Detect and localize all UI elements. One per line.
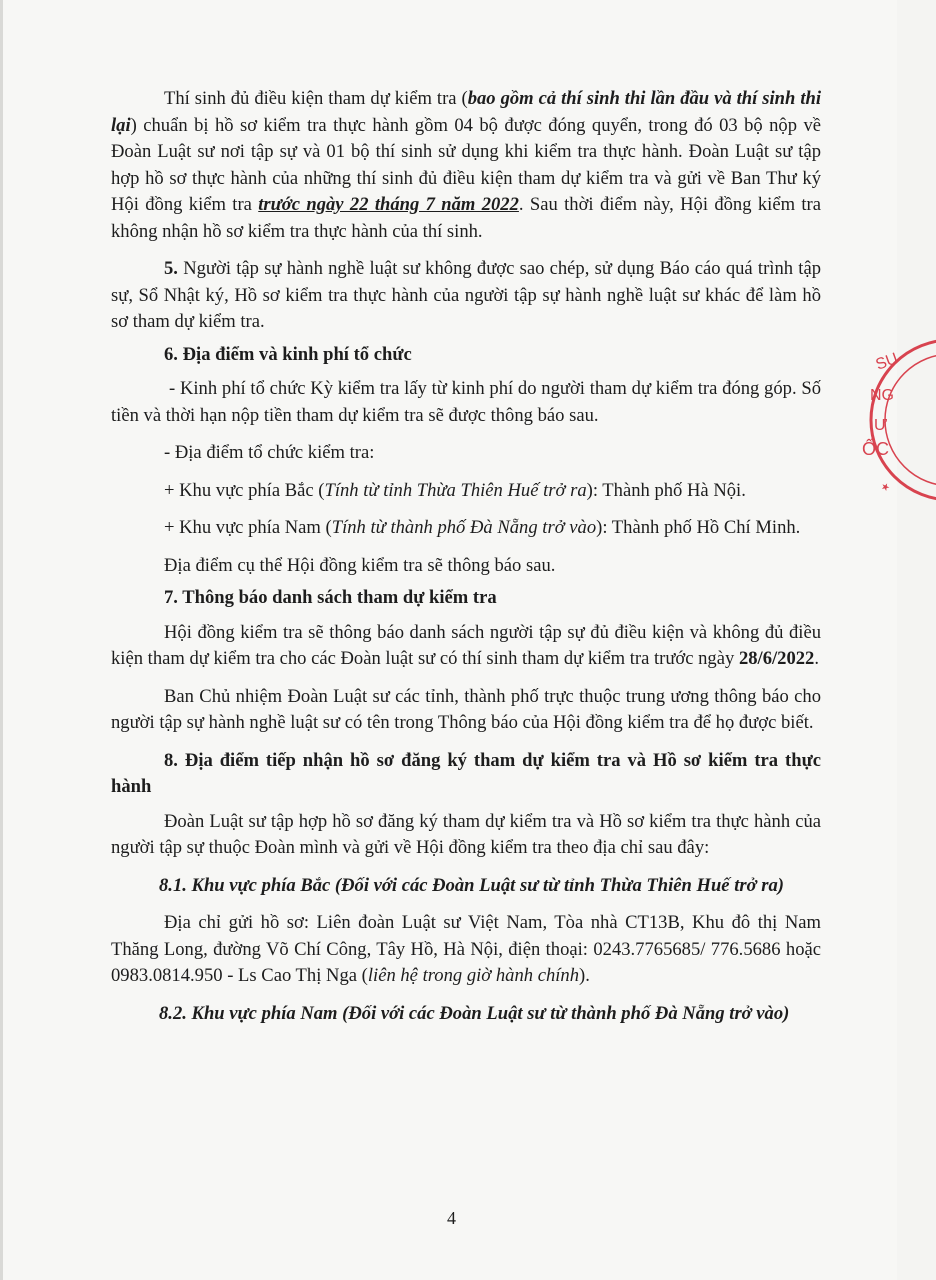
emphasis-text: bao gồm cả thí sinh thi lần đầu và thí sinh thi lại: [111, 88, 822, 136]
red-seal-stamp: [856, 330, 936, 510]
paragraph-south-location: [111, 515, 821, 542]
paragraph-location-notice: Địa điểm cụ thể Hội đồng kiểm tra sẽ thông báo sau.: [164, 554, 556, 576]
paragraph-north-address: [111, 910, 821, 990]
paragraph-board-notice: Ban Chủ nhiệm Đoàn Luật sư các tỉnh, thành phố trực thuộc trung ương thông báo cho người tập sự hành nghề luật sư có tên trong Thông báo của Hội đồng kiểm tra để họ được biết.: [111, 685, 821, 733]
text-run: ) chuẩn bị hồ sơ kiểm tra thực hành gồm 04 bộ được đóng quyển, trong đó 03 bộ nộp về Đoàn Luật sư nơi tập sự và 01 bộ thí sinh sử dụng khi kiểm tra thực hành. Đoàn Luật sư tập hợp hồ sơ thực hành của những thí sinh đủ điều kiện tham dự kiểm tra và gửi về Ban Thư ký Hội đồng kiểm tra: [111, 114, 821, 215]
paragraph-list-notice: [111, 620, 821, 673]
paragraph-5: [111, 256, 821, 336]
text-run: ): Thành phố Hà Nội.: [586, 479, 746, 501]
paragraph-section-8-intro: Đoàn Luật sư tập hợp hồ sơ đăng ký tham dự kiểm tra và Hồ sơ kiểm tra thực hành của người tập sự thuộc Đoàn mình và gửi về Hội đồng kiểm tra theo địa chỉ sau đây:: [111, 810, 821, 858]
text-run: ): Thành phố Hồ Chí Minh.: [596, 517, 801, 538]
text-run: + Khu vực phía Bắc (: [164, 479, 325, 501]
italic-text: liên hệ trong giờ hành chính: [367, 965, 580, 986]
heading-section-8-1: 8.1. Khu vực phía Bắc (Đối với các Đoàn Luật sư từ tỉnh Thừa Thiên Huế trở ra): [159, 874, 784, 896]
svg-text:SU: SU: [873, 350, 901, 374]
text-run: .: [814, 648, 820, 669]
text-run: Địa chỉ gửi hồ sơ: Liên đoàn Luật sư Việt Nam, Tòa nhà CT13B, Khu đô thị Nam Thăng Long, đường Võ Chí Công, Tây Hồ, Hà Nội, điện thoại: 0243.7765685/ 776.5686 hoặc 0983.0814.950 - Ls Cao Thị Nga (: [111, 912, 821, 986]
seal-stamp-graphic: [856, 330, 936, 510]
text-run: Thí sinh đủ điều kiện tham dự kiểm tra (: [164, 88, 468, 109]
text-run: . Sau thời điểm này, Hội đồng kiểm tra không nhận hồ sơ kiểm tra thực hành của thí sinh.: [111, 194, 821, 242]
paragraph-practice-dossier: [111, 86, 821, 245]
svg-text:ỐC: ỐC: [862, 439, 889, 459]
heading-section-8: 8. Địa điểm tiếp nhận hồ sơ đăng ký tham dự kiểm tra và Hồ sơ kiểm tra thực hành: [111, 749, 821, 797]
deadline-text: trước ngày 22 tháng 7 năm 2022: [258, 194, 519, 215]
paragraph-location: - Địa điểm tổ chức kiểm tra:: [164, 442, 375, 463]
document-body: [111, 86, 821, 1038]
page-number: 4: [447, 1208, 456, 1228]
svg-text:★: ★: [878, 480, 892, 495]
heading-section-8-2: 8.2. Khu vực phía Nam (Đối với các Đoàn Luật sư từ thành phố Đà Nẵng trở vào): [159, 1002, 790, 1024]
heading-section-6: 6. Địa điểm và kinh phí tổ chức: [164, 343, 412, 365]
svg-text:Ư: Ư: [874, 417, 888, 434]
paragraph-north-location: [111, 478, 821, 505]
svg-text:NG: NG: [870, 387, 894, 404]
item-number: 5.: [164, 258, 178, 279]
italic-text: Tính từ thành phố Đà Nẵng trở vào: [331, 517, 597, 538]
text-run: Hội đồng kiểm tra sẽ thông báo danh sách người tập sự đủ điều kiện và không đủ điều kiện tham dự kiểm tra cho các Đoàn luật sư có thí sinh tham dự kiểm tra trước ngày: [111, 621, 821, 669]
text-run: + Khu vực phía Nam (: [164, 517, 332, 538]
italic-text: Tính từ tỉnh Thừa Thiên Huế trở ra: [324, 479, 587, 501]
text-run: Người tập sự hành nghề luật sư không được sao chép, sử dụng Báo cáo quá trình tập sự, Sổ Nhật ký, Hồ sơ kiểm tra thực hành của người tập sự hành nghề luật sư khác để làm hồ sơ tham dự kiểm tra.: [111, 258, 821, 332]
text-run: ).: [579, 965, 590, 986]
date-text: 28/6/2022: [738, 648, 815, 669]
heading-section-7: 7. Thông báo danh sách tham dự kiểm tra: [164, 587, 497, 608]
paragraph-fee: - Kinh phí tổ chức Kỳ kiểm tra lấy từ kinh phí do người tham dự kiểm tra đóng góp. Số tiền và thời hạn nộp tiền tham dự kiểm tra sẽ được thông báo sau.: [111, 378, 821, 426]
